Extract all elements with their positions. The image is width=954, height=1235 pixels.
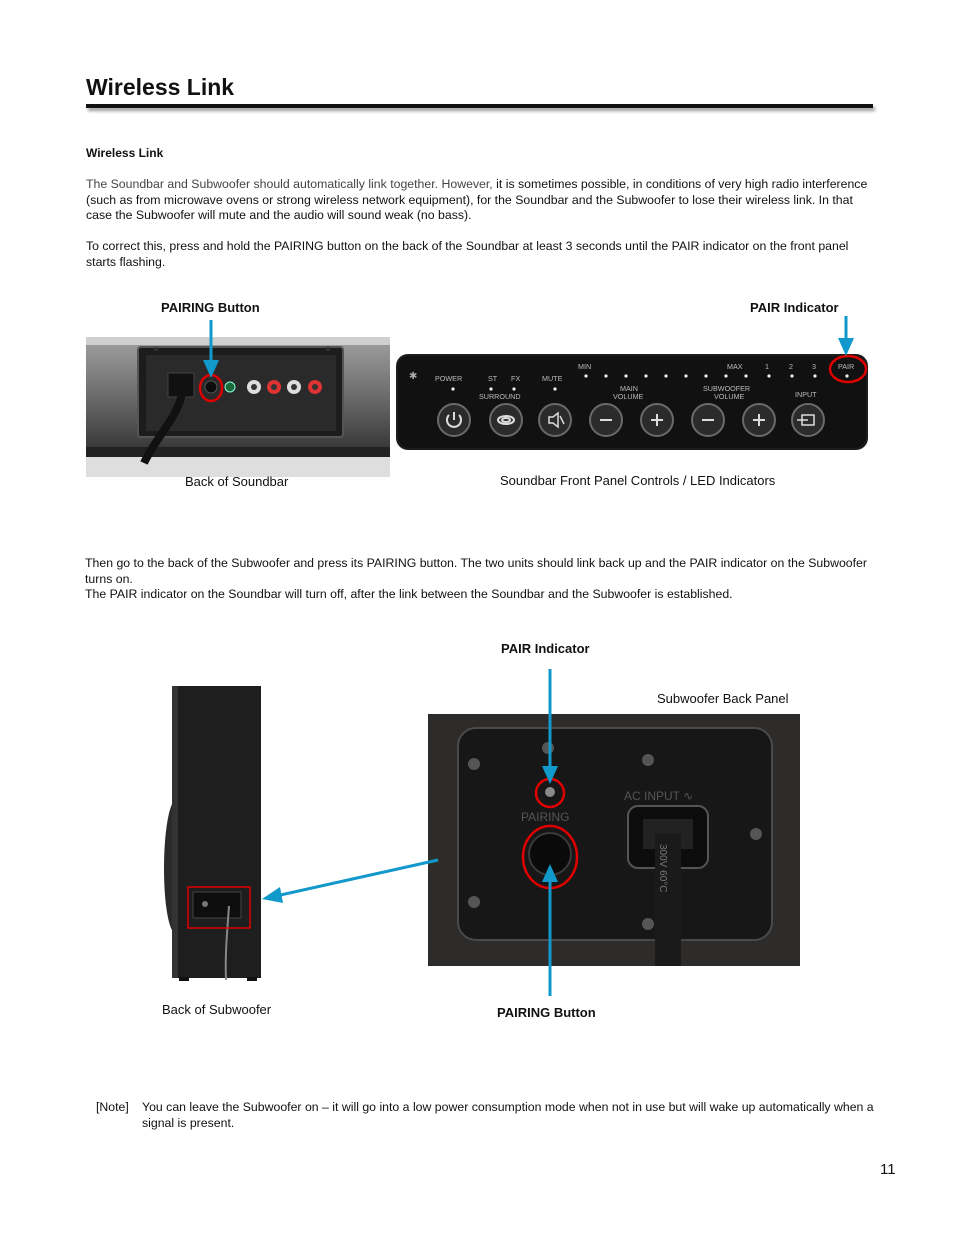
panel-max-text: MAX <box>727 362 743 371</box>
panel-power-text: POWER <box>435 374 463 383</box>
panel-pairing-print: PAIRING <box>521 810 570 824</box>
panel-one-text: 1 <box>765 362 769 371</box>
note-tag: [Note] <box>96 1100 129 1114</box>
subwoofer-pair-indicator-label: PAIR Indicator <box>501 641 590 656</box>
panel-surround-button <box>490 404 522 436</box>
back-of-subwoofer-caption: Back of Subwoofer <box>162 1002 272 1017</box>
panel-logo-icon: ✱ <box>409 371 418 382</box>
panel-three-text: 3 <box>812 362 816 371</box>
subwoofer-pairing-button-label: PAIRING Button <box>497 1005 596 1020</box>
panel-two-text: 2 <box>789 362 793 371</box>
panel-min-text: MIN <box>578 362 592 371</box>
panel-main-text: MAIN <box>620 384 638 393</box>
back-of-soundbar-caption: Back of Soundbar <box>185 474 289 489</box>
intro-paragraph <box>86 177 876 224</box>
panel-mute-button <box>539 404 571 436</box>
panel-fx-text: FX <box>511 374 521 383</box>
panel-mute-text: MUTE <box>542 374 563 383</box>
subwoofer-back-panel-label: Subwoofer Back Panel <box>657 691 789 706</box>
section-subheading: Wireless Link <box>86 146 164 160</box>
panel-input-text: INPUT <box>795 390 817 399</box>
then-paragraph-2: The PAIR indicator on the Soundbar will turn off, after the link between the Soundbar and the Subwoofer is established. <box>85 587 733 601</box>
intro-first-part: The Soundbar and Subwoofer should automatically link together. However, <box>86 177 497 191</box>
soundbar-pairing-button-label: PAIRING Button <box>161 300 260 315</box>
soundbar-pair-indicator-label: PAIR Indicator <box>750 300 839 315</box>
front-panel-caption: Soundbar Front Panel Controls / LED Indicators <box>500 473 776 488</box>
title-rule <box>86 104 873 108</box>
panel-main-volume-text: VOLUME <box>613 392 644 401</box>
subwoofer-side-photo <box>155 684 267 984</box>
cord-print: 300V 60°C <box>657 844 668 893</box>
page-title: Wireless Link <box>86 74 235 100</box>
panel-surround-text: SURROUND <box>479 392 521 401</box>
subwoofer-back-panel-photo <box>428 714 800 966</box>
panel-subwoofer-volume-text: VOLUME <box>714 392 745 401</box>
soundbar-back-photo <box>86 337 390 477</box>
intro-second-part: it is sometimes possible, in conditions of very high radio interference (such as from microwave ovens or strong wireless network equipment), for the Soundbar and the Subwoofer to lose their wireless link. In that case the Subwoofer will mute and the audio will sound weak (no bass). <box>86 177 868 223</box>
page-number: 11 <box>880 1161 896 1178</box>
correct-paragraph: To correct this, press and hold the PAIRING button on the back of the Soundbar at least 3 seconds until the PAIR indicator on the front panel starts flashing. <box>86 239 849 269</box>
then-paragraph-1: Then go to the back of the Subwoofer and press its PAIRING button. The two units should link back up and the PAIR indicator on the Subwoofer turns on. <box>85 556 867 586</box>
note-text: You can leave the Subwoofer on – it will go into a low power consumption mode when not in use but will wake up automatically when a signal is present. <box>142 1100 874 1130</box>
panel-ac-input-print: AC INPUT ∿ <box>624 789 694 803</box>
panel-pair-text: PAIR <box>838 362 855 371</box>
panel-st-text: ST <box>488 374 498 383</box>
soundbar-front-panel <box>396 340 870 452</box>
panel-subwoofer-text: SUBWOOFER <box>703 384 751 393</box>
